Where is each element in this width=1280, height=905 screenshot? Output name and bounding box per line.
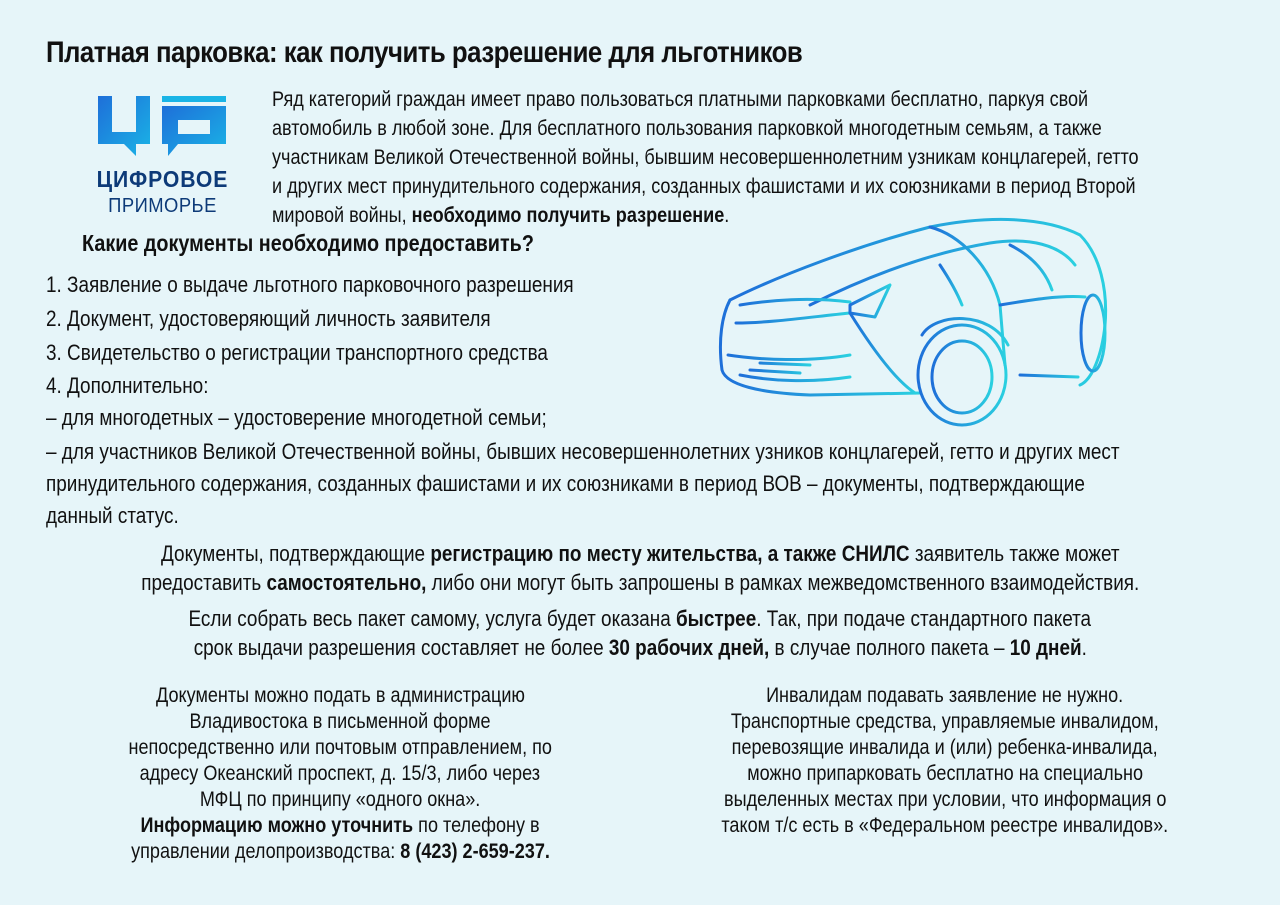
sub-item-line: данный статус.	[46, 503, 179, 528]
paragraph-emphasis: регистрацию по месту жительства, а также СНИЛС	[430, 541, 910, 566]
column-line: Инвалидам подавать заявление не нужно.	[766, 684, 1124, 707]
page-title: Платная парковка: как получить разрешение для льготников	[46, 36, 803, 69]
column-line: адресу Океанский проспект, д. 15/3, либо через	[139, 762, 541, 785]
intro-emphasis: необходимо получить разрешение	[411, 204, 725, 227]
submission-info-column	[60, 683, 620, 865]
logo-mark-icon	[96, 92, 228, 158]
paragraph-text: заявитель также может	[909, 541, 1120, 566]
column-line: Документы можно подать в администрацию	[155, 684, 525, 707]
intro-line: автомобиль в любой зоне. Для бесплатного пользования парковкой многодетным семьям, а также	[272, 117, 1102, 140]
sub-item-line: – для участников Великой Отечественной войны, бывших несовершеннолетних узников концлагерей, гетто и других мест	[46, 439, 1120, 464]
column-text: по телефону в	[413, 814, 540, 837]
paragraph-emphasis: 10 дней	[1009, 635, 1082, 660]
paragraph-text: Документы, подтверждающие	[160, 541, 431, 566]
column-emphasis: Информацию можно уточнить	[140, 814, 414, 837]
phone-number: 8 (423) 2-659-237.	[399, 840, 550, 863]
intro-line: Ряд категорий граждан имеет право пользоваться платными парковками бесплатно, паркуя свой	[272, 88, 1089, 111]
additional-documents	[46, 370, 547, 434]
list-item: 4. Дополнительно:	[46, 373, 209, 398]
list-item: 3. Свидетельство о регистрации транспортного средства	[46, 340, 548, 365]
column-line: можно припарковать бесплатно на специально	[747, 762, 1143, 785]
list-item: 2. Документ, удостоверяющий личность заявителя	[46, 306, 491, 331]
column-line: перевозящие инвалида и (или) ребенка-инвалида,	[732, 736, 1158, 759]
column-line: Транспортные средства, управляемые инвалидом,	[731, 710, 1159, 733]
paragraph-text: . Так, при подаче стандартного пакета	[756, 606, 1092, 631]
list-item: 1. Заявление о выдаче льготного парковочного разрешения	[46, 272, 574, 297]
logo-text-line1: ЦИФРОВОЕ	[96, 166, 229, 192]
sub-item: – для многодетных – удостоверение многодетной семьи;	[46, 405, 547, 430]
logo-text-line2: ПРИМОРЬЕ	[108, 195, 217, 217]
registration-paragraph	[0, 539, 1280, 597]
intro-line: и других мест принудительного содержания, созданных фашистами и их союзниками в период Второй	[272, 175, 1136, 198]
paragraph-text: срок выдачи разрешения составляет не более	[193, 635, 609, 660]
paragraph-text: Если собрать весь пакет самому, услуга будет оказана	[188, 606, 677, 631]
cifrovoe-primorye-logo	[80, 92, 245, 222]
column-line: МФЦ по принципу «одного окна».	[199, 788, 481, 811]
paragraph-emphasis: самостоятельно,	[266, 570, 427, 595]
veterans-documents	[46, 436, 1120, 532]
column-line: непосредственно или почтовым отправлением, по	[128, 736, 552, 759]
car-illustration	[700, 205, 1120, 435]
intro-text: мировой войны,	[272, 204, 412, 227]
column-line: Владивостока в письменной форме	[189, 710, 491, 733]
paragraph-text: в случае полного пакета –	[768, 635, 1010, 660]
documents-list	[46, 268, 574, 370]
disabled-persons-column	[660, 683, 1230, 839]
column-text: управлении делопроизводства:	[130, 840, 400, 863]
paragraph-text: предоставить	[140, 570, 267, 595]
paragraph-text: .	[1081, 635, 1087, 660]
intro-line: участникам Великой Отечественной войны, бывшим несовершеннолетним узникам концлагерей, гетто	[272, 146, 1139, 169]
paragraph-emphasis: 30 рабочих дней,	[608, 635, 769, 660]
intro-text: .	[724, 204, 730, 227]
column-line: таком т/с есть в «Федеральном реестре инвалидов».	[721, 814, 1169, 837]
paragraph-emphasis: быстрее	[676, 606, 757, 631]
paragraph-text: либо они могут быть запрошены в рамках межведомственного взаимодействия.	[426, 570, 1140, 595]
documents-heading: Какие документы необходимо предоставить?	[82, 230, 534, 256]
sub-item-line: принудительного содержания, созданных фашистами и их союзниками в период ВОВ – документы, подтверждающие	[46, 471, 1085, 496]
speed-paragraph	[0, 604, 1280, 662]
column-line: выделенных местах при условии, что информация о	[723, 788, 1167, 811]
